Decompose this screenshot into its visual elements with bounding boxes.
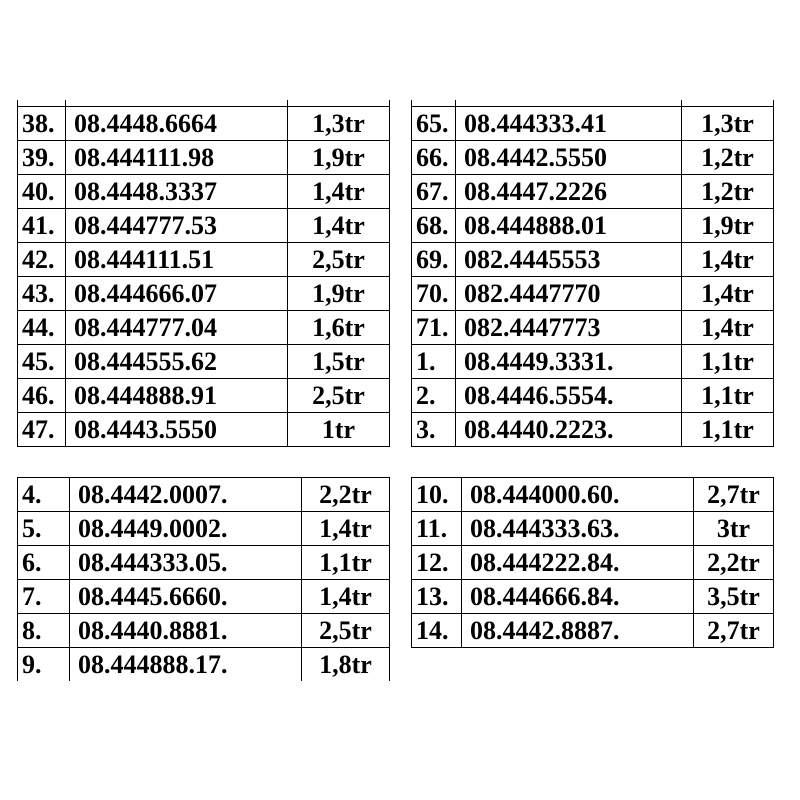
price: 1,3tr (288, 107, 390, 141)
price: 1,1tr (682, 413, 774, 447)
price: 2,2tr (694, 546, 774, 580)
phone-number: 08.4442.8887. (462, 614, 694, 648)
row-index: 70. (412, 277, 456, 311)
table-row (18, 648, 390, 682)
row-index: 11. (412, 512, 462, 546)
row-index: 12. (412, 546, 462, 580)
phone-number: 08.444666.07 (66, 277, 288, 311)
price: 1,9tr (682, 209, 774, 243)
row-index: 7. (18, 580, 70, 614)
phone-number: 08.444000.60. (462, 478, 694, 512)
price: 1,4tr (302, 512, 390, 546)
row-index: 47. (18, 413, 66, 447)
table-row (18, 413, 390, 447)
price: 3tr (694, 512, 774, 546)
table-row (412, 243, 774, 277)
table-row (412, 345, 774, 379)
row-index: 3. (412, 413, 456, 447)
table-row (412, 175, 774, 209)
price: 2,5tr (302, 614, 390, 648)
table-bottom-right (411, 477, 774, 648)
table-row (18, 209, 390, 243)
phone-number: 08.4447.2226 (456, 175, 682, 209)
price: 2,5tr (288, 379, 390, 413)
rows-top-right (412, 107, 774, 447)
table-row (18, 107, 390, 141)
row-index: 65. (412, 107, 456, 141)
price: 1,1tr (682, 379, 774, 413)
row-index: 69. (412, 243, 456, 277)
table-row (412, 379, 774, 413)
row-index: 68. (412, 209, 456, 243)
table-row (18, 580, 390, 614)
phone-number: 08.444333.05. (70, 546, 302, 580)
table-row (412, 478, 774, 512)
row-index: 5. (18, 512, 70, 546)
row-index: 6. (18, 546, 70, 580)
table-top-left (17, 100, 390, 447)
price: 1,9tr (288, 141, 390, 175)
row-index: 45. (18, 345, 66, 379)
phone-number: 082.4447770 (456, 277, 682, 311)
table-row (18, 243, 390, 277)
phone-number: 08.4449.0002. (70, 512, 302, 546)
rows-top-left (18, 107, 390, 447)
table-row (412, 614, 774, 648)
phone-number: 08.444333.63. (462, 512, 694, 546)
row-index: 41. (18, 209, 66, 243)
row-index: 67. (412, 175, 456, 209)
price: 1,4tr (682, 311, 774, 345)
price: 1,3tr (682, 107, 774, 141)
phone-number: 08.4448.3337 (66, 175, 288, 209)
table-row (412, 277, 774, 311)
table-row (412, 141, 774, 175)
row-index: 44. (18, 311, 66, 345)
phone-number: 08.444888.91 (66, 379, 288, 413)
row-index: 46. (18, 379, 66, 413)
table-row (412, 546, 774, 580)
row-index: 38. (18, 107, 66, 141)
table-row (412, 311, 774, 345)
table-row (18, 512, 390, 546)
price: 1,4tr (302, 580, 390, 614)
row-index: 8. (18, 614, 70, 648)
phone-number: 08.4443.5550 (66, 413, 288, 447)
table-row (412, 413, 774, 447)
table-row (18, 614, 390, 648)
row-index: 71. (412, 311, 456, 345)
table-row (18, 379, 390, 413)
phone-number: 082.4445553 (456, 243, 682, 277)
phone-number: 08.444666.84. (462, 580, 694, 614)
price: 1,4tr (682, 243, 774, 277)
phone-number: 08.4446.5554. (456, 379, 682, 413)
table-row (18, 277, 390, 311)
table-row (412, 580, 774, 614)
phone-number: 08.4442.5550 (456, 141, 682, 175)
row-index: 9. (18, 648, 70, 682)
row-index: 13. (412, 580, 462, 614)
price: 1,1tr (302, 546, 390, 580)
table-top-right (411, 100, 774, 447)
row-index: 14. (412, 614, 462, 648)
price: 2,7tr (694, 478, 774, 512)
price: 2,2tr (302, 478, 390, 512)
row-index: 42. (18, 243, 66, 277)
table-row (18, 546, 390, 580)
row-index: 39. (18, 141, 66, 175)
price: 2,7tr (694, 614, 774, 648)
price: 1,4tr (682, 277, 774, 311)
price: 1,2tr (682, 141, 774, 175)
phone-number: 08.444777.53 (66, 209, 288, 243)
phone-number: 08.444111.98 (66, 141, 288, 175)
price: 1,5tr (288, 345, 390, 379)
rows-bottom-right (412, 478, 774, 648)
row-index: 43. (18, 277, 66, 311)
table-row (18, 175, 390, 209)
price: 1,2tr (682, 175, 774, 209)
price: 2,5tr (288, 243, 390, 277)
phone-number: 08.444777.04 (66, 311, 288, 345)
phone-number: 08.4449.3331. (456, 345, 682, 379)
phone-number: 08.444555.62 (66, 345, 288, 379)
price: 1tr (288, 413, 390, 447)
price: 1,4tr (288, 175, 390, 209)
table-row (18, 478, 390, 512)
phone-number: 08.444333.41 (456, 107, 682, 141)
row-index: 4. (18, 478, 70, 512)
table-row (18, 345, 390, 379)
phone-number: 08.4440.2223. (456, 413, 682, 447)
price: 1,8tr (302, 648, 390, 682)
table-row (18, 311, 390, 345)
phone-number: 08.444222.84. (462, 546, 694, 580)
price: 1,1tr (682, 345, 774, 379)
table-row (412, 512, 774, 546)
row-index: 40. (18, 175, 66, 209)
price: 3,5tr (694, 580, 774, 614)
row-index: 2. (412, 379, 456, 413)
row-index: 10. (412, 478, 462, 512)
table-row (412, 107, 774, 141)
price: 1,4tr (288, 209, 390, 243)
price: 1,9tr (288, 277, 390, 311)
table-bottom-left (17, 477, 390, 681)
price: 1,6tr (288, 311, 390, 345)
phone-number: 08.444888.01 (456, 209, 682, 243)
phone-number: 082.4447773 (456, 311, 682, 345)
table-row (412, 209, 774, 243)
phone-number: 08.4442.0007. (70, 478, 302, 512)
table-row (18, 141, 390, 175)
phone-number: 08.4440.8881. (70, 614, 302, 648)
phone-number: 08.4448.6664 (66, 107, 288, 141)
phone-number: 08.444888.17. (70, 648, 302, 682)
phone-number: 08.4445.6660. (70, 580, 302, 614)
row-index: 1. (412, 345, 456, 379)
phone-number: 08.444111.51 (66, 243, 288, 277)
row-index: 66. (412, 141, 456, 175)
rows-bottom-left (18, 478, 390, 682)
